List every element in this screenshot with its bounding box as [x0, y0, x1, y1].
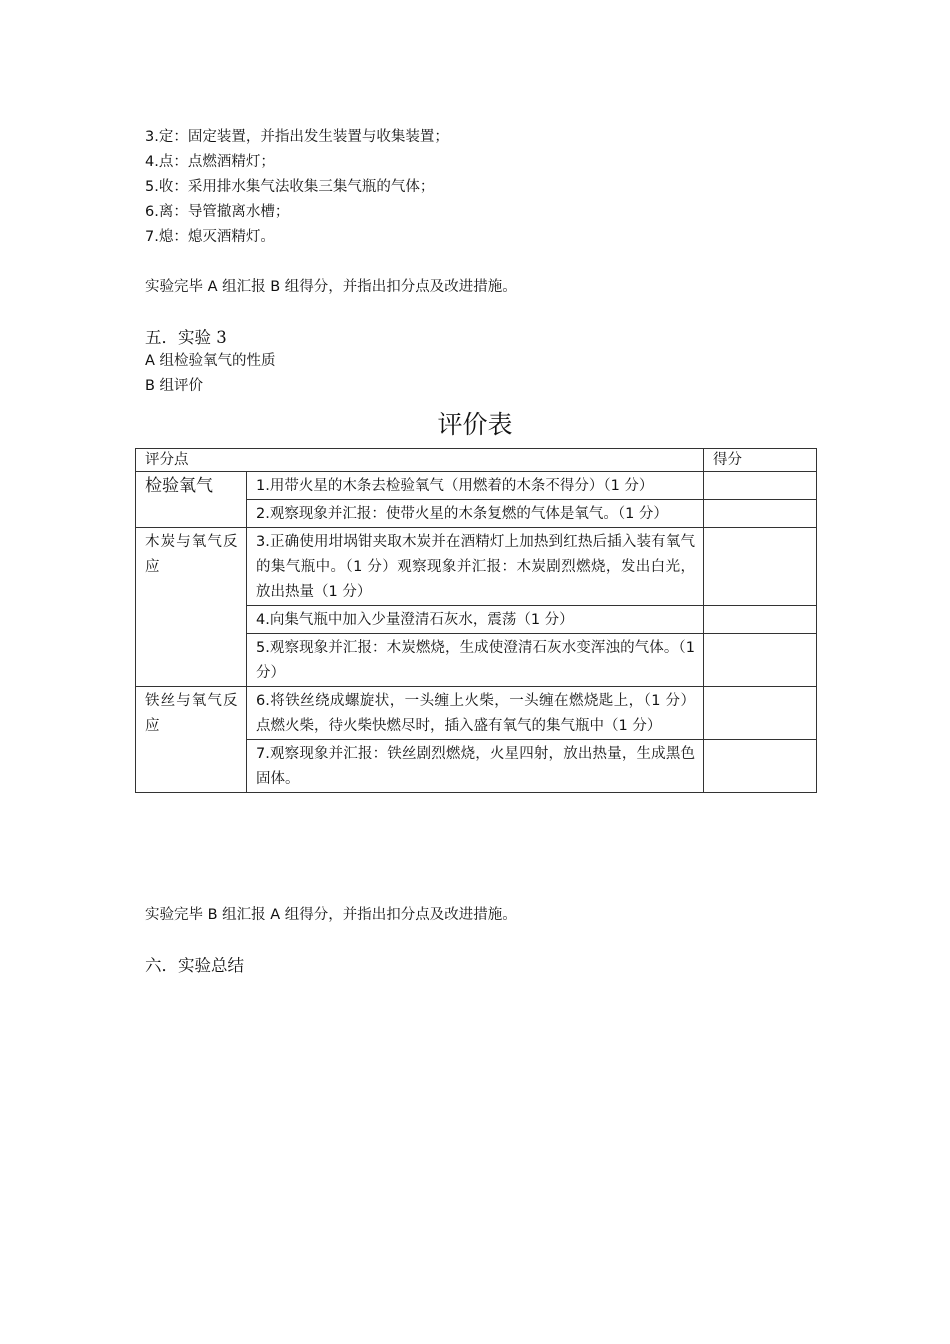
section-5-line-2: B 组评价 [145, 378, 204, 394]
item-cell: 4.向集气瓶中加入少量澄清石灰水，震荡（1 分） [247, 606, 704, 634]
category-cell: 检验氧气 [136, 472, 247, 528]
item-cell: 1.用带火星的木条去检验氧气（用燃着的木条不得分）（1 分） [247, 472, 704, 500]
evaluation-table [135, 448, 817, 793]
item-cell: 5.观察现象并汇报：木炭燃烧，生成使澄清石灰水变浑浊的气体。（1 分） [247, 634, 704, 687]
step-6: 6.离：导管撤离水槽； [145, 204, 290, 220]
report-b-paragraph: 实验完毕 B 组汇报 A 组得分，并指出扣分点及改进措施。 [145, 907, 517, 923]
report-a-paragraph: 实验完毕 A 组汇报 B 组得分，并指出扣分点及改进措施。 [145, 279, 517, 295]
item-cell: 3.正确使用坩埚钳夹取木炭并在酒精灯上加热到红热后插入装有氧气的集气瓶中。（1 分）观察现象并汇报：木炭剧烈燃烧，发出白光，放出热量（1 分） [247, 528, 704, 606]
item-cell: 2.观察现象并汇报：使带火星的木条复燃的气体是氧气。（1 分） [247, 500, 704, 528]
section-5-heading: 五．实验 3 [145, 328, 227, 347]
step-5: 5.收：采用排水集气法收集三集气瓶的气体； [145, 179, 435, 195]
table-row [136, 472, 817, 500]
section-5-line-1: A 组检验氧气的性质 [145, 353, 276, 369]
header-scoring-point: 评分点 [136, 449, 704, 472]
step-4: 4.点：点燃酒精灯； [145, 154, 275, 170]
score-cell[interactable] [704, 472, 817, 500]
item-cell: 6.将铁丝绕成螺旋状，一头缠上火柴，一头缠在燃烧匙上，（1 分）点燃火柴，待火柴快燃尽时，插入盛有氧气的集气瓶中（1 分） [247, 687, 704, 740]
score-cell[interactable] [704, 500, 817, 528]
score-cell[interactable] [704, 687, 817, 740]
item-cell: 7.观察现象并汇报：铁丝剧烈燃烧，火星四射，放出热量，生成黑色固体。 [247, 740, 704, 793]
score-cell[interactable] [704, 634, 817, 687]
header-score: 得分 [704, 449, 817, 472]
category-cell: 木炭与氧气反应 [136, 528, 247, 687]
table-header-row [136, 449, 817, 472]
table-row [136, 687, 817, 740]
step-7: 7.熄：熄灭酒精灯。 [145, 229, 275, 245]
category-cell: 铁丝与氧气反应 [136, 687, 247, 793]
table-title: 评价表 [437, 410, 513, 439]
score-cell[interactable] [704, 606, 817, 634]
section-6-heading: 六．实验总结 [145, 956, 244, 975]
step-3: 3.定：固定装置，并指出发生装置与收集装置； [145, 129, 449, 145]
table-row [136, 528, 817, 606]
score-cell[interactable] [704, 740, 817, 793]
score-cell[interactable] [704, 528, 817, 606]
